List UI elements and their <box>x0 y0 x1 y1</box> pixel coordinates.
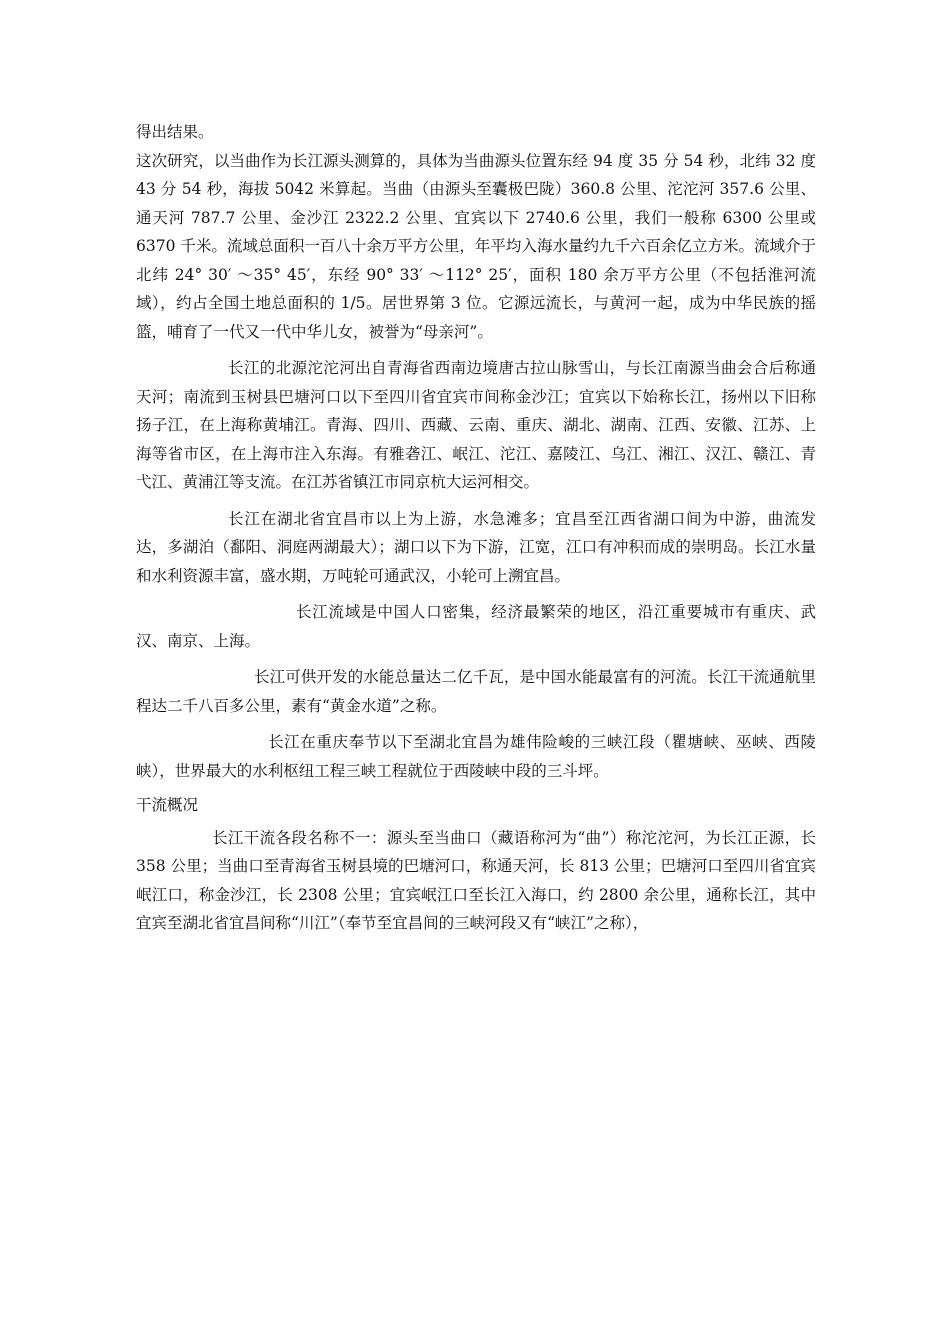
paragraph-mainstream-segments: 长江干流各段名称不一：源头至当曲口（藏语称河为“曲”）称沱沱河，为长江正源，长 358 公里；当曲口至青海省玉树县境的巴塘河口，称通天河，长 813 公里；巴塘河口至四川省宜宾岷江口，称金沙江，长 2308 公里；宜宾岷江口至长江入海口，约 2800 余公里，通称长江，其中宜宾至湖北省宜昌间称“川江”（奉节至宜昌间的三峡河段又有“峡江”之称）， <box>136 828 816 932</box>
paragraph-north-source: 长江的北源沱沱河出自青海省西南边境唐古拉山脉雪山，与长江南源当曲会合后称通天河；南流到玉树县巴塘河口以下至四川省宜宾市间称金沙江；宜宾以下始称长江，扬州以下旧称扬子江，在上海称黄埔江。青海、四川、西藏、云南、重庆、湖北、湖南、江西、安徽、江苏、上海等省市区，在上海市注入东海。有雅砻江、岷江、沱江、嘉陵江、乌江、湘江、汉江、赣江、青弋江、黄浦江等支流。在江苏省镇江市同京杭大运河相交。 <box>136 359 816 491</box>
paragraph-hydropower: 长江可供开发的水能总量达二亿千瓦，是中国水能最富有的河流。长江干流通航里程达二千八百多公里，素有“黄金水道”之称。 <box>136 668 816 715</box>
section-heading-mainstream: 干流概况 <box>136 796 199 814</box>
paragraph-result: 得出结果。 <box>136 123 214 141</box>
document-page <box>136 118 816 938</box>
paragraph-upper-middle-lower: 长江在湖北省宜昌市以上为上游，水急滩多；宜昌至江西省湖口间为中游，曲流发达，多湖泊（鄱阳、洞庭两湖最大）；湖口以下为下游，江宽，江口有冲积而成的崇明岛。长江水量和水利资源丰富，盛水期，万吨轮可通武汉，小轮可上溯宜昌。 <box>136 509 816 585</box>
paragraph-population-economy: 长江流域是中国人口密集，经济最繁荣的地区，沿江重要城市有重庆、武汉、南京、上海。 <box>136 603 816 650</box>
paragraph-source-measurement: 这次研究，以当曲作为长江源头测算的，具体为当曲源头位置东经 94 度 35 分 54 秒，北纬 32 度 43 分 54 秒，海拔 5042 米算起。当曲（由源头至囊极巴陇）360.8 公里、沱沱河 357.6 公里、通天河 787.7 公里、金沙江 2322.2 公里、宜宾以下 2740.6 公里，我们一般称 6300 公里或 6370 千米。流域总面积一百八十余万平方公里，年平均入海水量约九千六百余亿立方米。流域介于北纬 24° 30′ ～35° 45′，东经 90° 33′ ～112° 25′，面积 180 余万平方公里（不包括淮河流域），约占全国土地总面积的 1/5。居世界第 3 位。它源远流长，与黄河一起，成为中华民族的摇篮，哺育了一代又一代中华儿女，被誉为“母亲河”。 <box>136 151 816 341</box>
paragraph-three-gorges: 长江在重庆奉节以下至湖北宜昌为雄伟险峻的三峡江段（瞿塘峡、巫峡、西陵峡），世界最大的水利枢纽工程三峡工程就位于西陵峡中段的三斗坪。 <box>136 733 816 780</box>
